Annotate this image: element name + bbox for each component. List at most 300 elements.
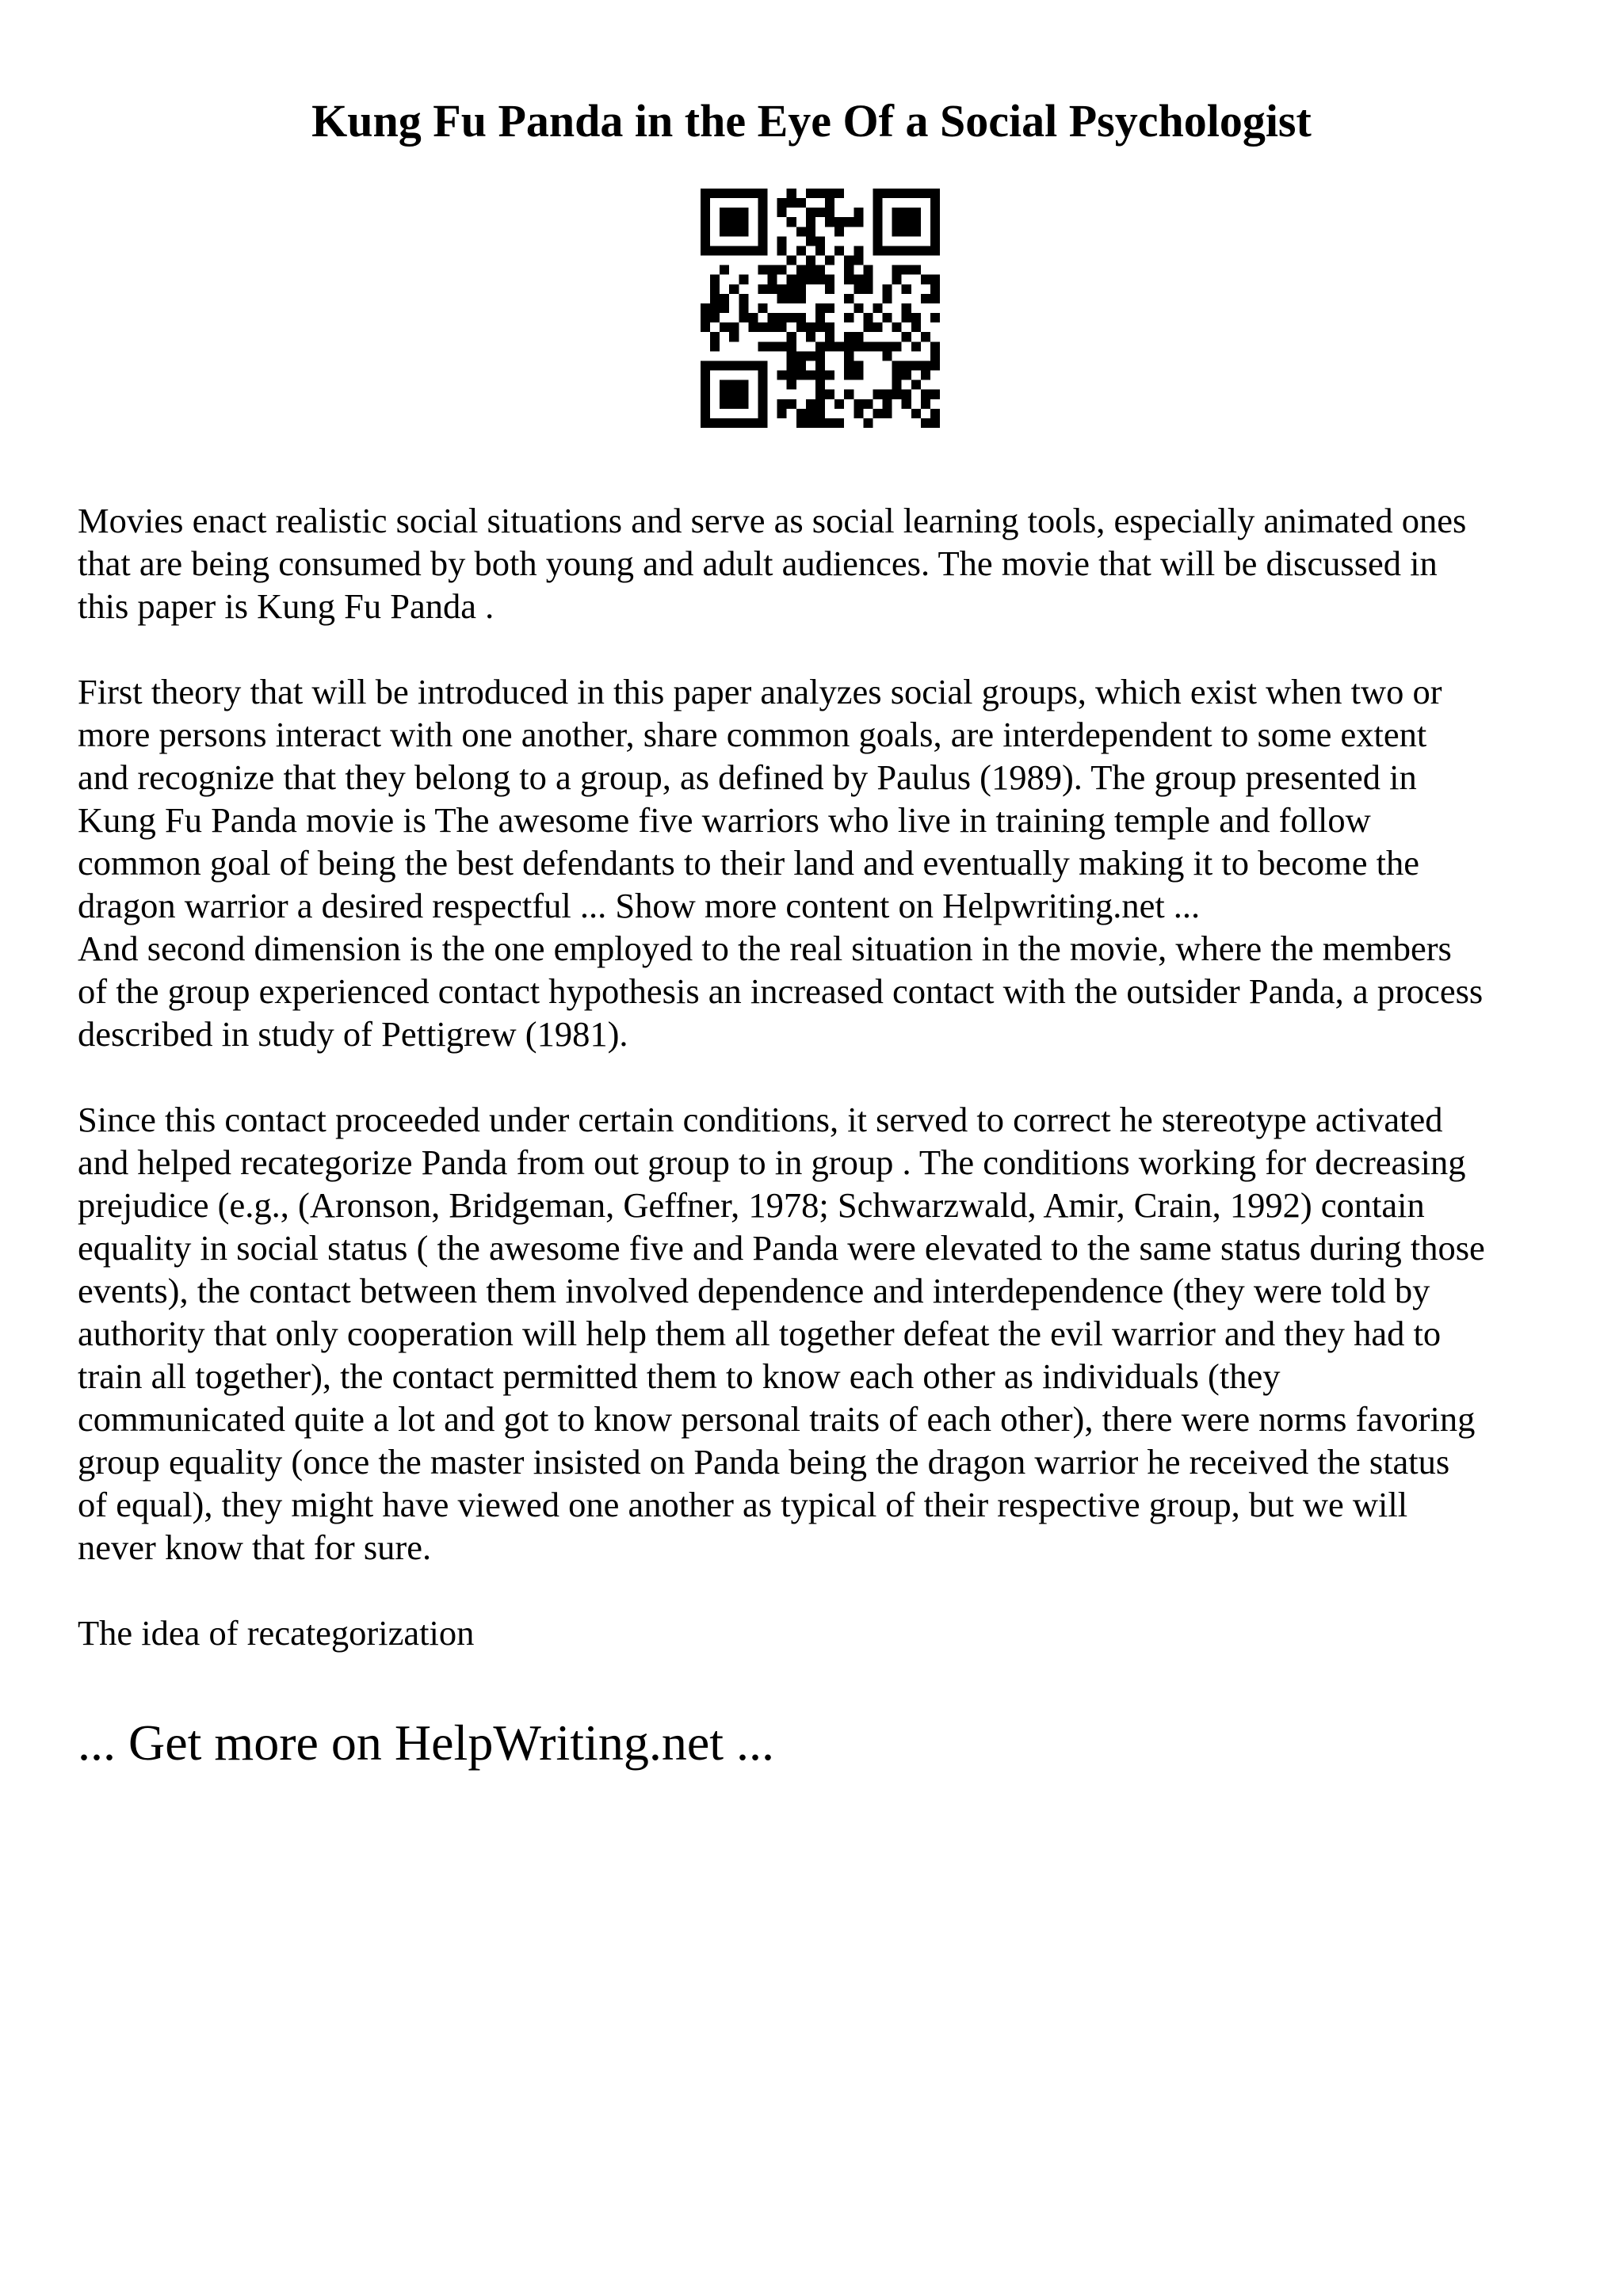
qr-module: [930, 409, 940, 418]
qr-module: [701, 236, 710, 246]
qr-module: [863, 284, 873, 294]
qr-module: [729, 390, 739, 399]
qr-module: [921, 246, 930, 255]
qr-module: [739, 208, 748, 217]
qr-module: [825, 371, 834, 380]
qr-module: [748, 322, 758, 332]
qr-module: [892, 265, 902, 275]
qr-module: [787, 217, 796, 227]
qr-module: [844, 360, 854, 370]
qr-module: [873, 208, 882, 217]
qr-module: [729, 189, 739, 198]
qr-module: [739, 275, 748, 284]
qr-module: [758, 227, 767, 236]
qr-module: [854, 217, 863, 227]
qr-module: [834, 227, 844, 236]
paragraph-intro: Movies enact realistic social situations and serve as social learning tools, especially animated ones that are being consumed by both young and adult audiences. The movie that will be discussed in this paper is Kung Fu Panda .: [78, 501, 1467, 626]
qr-module: [701, 246, 710, 255]
qr-module: [777, 313, 787, 322]
qr-module: [806, 322, 815, 332]
qr-module: [902, 360, 911, 370]
qr-module: [720, 322, 729, 332]
qr-module: [883, 294, 892, 303]
qr-module: [873, 322, 882, 332]
qr-module: [787, 294, 796, 303]
qr-module: [710, 246, 720, 255]
qr-module: [873, 217, 882, 227]
qr-module: [834, 341, 844, 351]
qr-module: [777, 341, 787, 351]
qr-module: [854, 275, 863, 284]
get-more-link[interactable]: ... Get more on HelpWriting.net ...: [78, 1714, 774, 1771]
qr-module: [815, 246, 825, 255]
document-body: [78, 499, 1552, 1697]
qr-module: [902, 189, 911, 198]
qr-module: [911, 409, 921, 418]
qr-module: [720, 217, 729, 227]
qr-module: [825, 418, 834, 428]
qr-code-graphic: [701, 189, 940, 428]
qr-module: [844, 371, 854, 380]
qr-module: [834, 189, 844, 198]
qr-module: [720, 294, 729, 303]
qr-module: [796, 418, 806, 428]
qr-module: [720, 303, 729, 313]
qr-module: [930, 198, 940, 208]
qr-module: [701, 217, 710, 227]
qr-module: [701, 303, 710, 313]
qr-module: [892, 275, 902, 284]
qr-module: [921, 371, 930, 380]
qr-module: [748, 313, 758, 322]
qr-module: [758, 217, 767, 227]
qr-module: [739, 303, 748, 313]
qr-module: [892, 189, 902, 198]
qr-module: [777, 208, 787, 217]
qr-module: [806, 189, 815, 198]
qr-module: [796, 246, 806, 255]
qr-module: [911, 246, 921, 255]
qr-module: [758, 189, 767, 198]
qr-module: [902, 303, 911, 313]
qr-module: [777, 236, 787, 246]
qr-module: [911, 380, 921, 390]
qr-module: [796, 409, 806, 418]
qr-module: [930, 360, 940, 370]
qr-module: [902, 371, 911, 380]
qr-module: [873, 246, 882, 255]
qr-module: [930, 294, 940, 303]
qr-module: [844, 265, 854, 275]
qr-module: [701, 198, 710, 208]
qr-module: [787, 371, 796, 380]
qr-module: [710, 189, 720, 198]
qr-module: [834, 418, 844, 428]
qr-module: [911, 322, 921, 332]
qr-module: [883, 390, 892, 399]
paragraph-contact-conditions: Since this contact proceeded under certain conditions, it served to correct he stereotype activated and helped recategorize Panda from out group to in group . The conditions working for decreasing prejudice (e.g., (Aronson, Bridgeman, Geffner, 1978; Schwarzwald, Amir, Crain, 1992) contain equality in social status ( the awesome five and Panda were elevated to the same status during those events), the contact between them involved dependence and interdependence (they were told by authority that only cooperation will help them all together defeat the evil warrior and they had to train all together), the contact permitted them to know each other as individuals (they communicated quite a lot and got to know personal traits of each other), there were norms favoring group equality (once the master insisted on Panda being the dragon warrior he received the status of equal), they might have viewed one another as typical of their respective group, but we will never know that for sure.: [78, 1100, 1485, 1567]
qr-module: [863, 313, 873, 322]
qr-module: [720, 227, 729, 236]
qr-module: [883, 399, 892, 409]
qr-module: [863, 265, 873, 275]
qr-module: [930, 418, 940, 428]
qr-module: [720, 418, 729, 428]
qr-module: [729, 284, 739, 294]
qr-module: [883, 313, 892, 322]
qr-module: [710, 418, 720, 428]
qr-module: [701, 399, 710, 409]
qr-module: [834, 399, 844, 409]
qr-module: [815, 189, 825, 198]
qr-module: [787, 380, 796, 390]
qr-module: [787, 341, 796, 351]
qr-module: [892, 360, 902, 370]
qr-module: [921, 360, 930, 370]
qr-module: [710, 303, 720, 313]
qr-module: [787, 313, 796, 322]
qr-module: [748, 246, 758, 255]
qr-module: [815, 303, 825, 313]
qr-module: [758, 284, 767, 294]
qr-module: [758, 360, 767, 370]
qr-module: [873, 303, 882, 313]
qr-module: [921, 399, 930, 409]
qr-module: [710, 284, 720, 294]
qr-module: [768, 275, 777, 284]
qr-module: [806, 227, 815, 236]
qr-module: [768, 284, 777, 294]
qr-module: [892, 341, 902, 351]
qr-module: [796, 227, 806, 236]
qr-module: [777, 198, 787, 208]
qr-module: [710, 360, 720, 370]
qr-module: [911, 313, 921, 322]
qr-module: [748, 360, 758, 370]
qr-module: [806, 217, 815, 227]
qr-module: [892, 390, 902, 399]
qr-module: [720, 208, 729, 217]
qr-module: [930, 284, 940, 294]
qr-module: [892, 246, 902, 255]
qr-module: [701, 227, 710, 236]
qr-module: [883, 351, 892, 360]
qr-module: [815, 371, 825, 380]
qr-module: [892, 217, 902, 227]
qr-module: [854, 208, 863, 217]
qr-module: [883, 409, 892, 418]
qr-module: [902, 332, 911, 341]
qr-module: [902, 399, 911, 409]
qr-module: [873, 236, 882, 246]
qr-module: [758, 390, 767, 399]
qr-module: [921, 294, 930, 303]
qr-module: [863, 275, 873, 284]
qr-module: [902, 390, 911, 399]
qr-module: [806, 265, 815, 275]
qr-module: [739, 399, 748, 409]
qr-module: [739, 418, 748, 428]
qr-module: [777, 371, 787, 380]
qr-module: [815, 390, 825, 399]
qr-module: [873, 409, 882, 418]
qr-module: [710, 294, 720, 303]
qr-module: [758, 399, 767, 409]
qr-module: [806, 208, 815, 217]
qr-module: [825, 303, 834, 313]
paragraph-recategorization: The idea of recategorization: [78, 1613, 475, 1653]
qr-module: [825, 275, 834, 284]
qr-module: [701, 313, 710, 322]
qr-module: [902, 246, 911, 255]
qr-module: [796, 351, 806, 360]
qr-module: [777, 246, 787, 255]
qr-module: [930, 227, 940, 236]
qr-module: [815, 313, 825, 322]
qr-module: [873, 341, 882, 351]
qr-module: [739, 246, 748, 255]
paragraph-social-groups: First theory that will be introduced in this paper analyzes social groups, which exist when two or more persons interact with one another, share common goals, are interdependent to some extent and recognize that they belong to a group, as defined by Paulus (1989). The group presented in Kung Fu Panda movie is The awesome five warriors who live in training temple and follow common goal of being the best defendants to their land and eventually making it to become the dragon warrior a desired respectful ... Show more content on Helpwriting.net ...: [78, 672, 1442, 925]
qr-module: [777, 284, 787, 294]
qr-module: [930, 275, 940, 284]
qr-module: [806, 409, 815, 418]
qr-module: [787, 198, 796, 208]
qr-module: [768, 341, 777, 351]
qr-module: [854, 341, 863, 351]
qr-module: [796, 198, 806, 208]
qr-module: [930, 351, 940, 360]
qr-module: [873, 227, 882, 236]
qr-module: [844, 390, 854, 399]
qr-module: [729, 246, 739, 255]
qr-module: [787, 256, 796, 265]
qr-module: [720, 399, 729, 409]
qr-module: [815, 380, 825, 390]
qr-module: [844, 217, 854, 227]
qr-module: [911, 360, 921, 370]
qr-module: [873, 189, 882, 198]
qr-module: [930, 246, 940, 255]
qr-module: [854, 371, 863, 380]
qr-module: [854, 246, 863, 255]
qr-module: [844, 294, 854, 303]
qr-module: [796, 322, 806, 332]
qr-module: [825, 341, 834, 351]
qr-module: [883, 341, 892, 351]
qr-module: [739, 313, 748, 322]
qr-module: [787, 189, 796, 198]
qr-module: [729, 360, 739, 370]
qr-module: [815, 208, 825, 217]
qr-module: [758, 341, 767, 351]
qr-module: [739, 217, 748, 227]
qr-module: [921, 332, 930, 341]
qr-module: [720, 265, 729, 275]
qr-module: [758, 265, 767, 275]
qr-module: [787, 360, 796, 370]
qr-module: [777, 265, 787, 275]
qr-module: [806, 256, 815, 265]
qr-module: [739, 390, 748, 399]
qr-module: [768, 313, 777, 322]
qr-module: [787, 399, 796, 409]
qr-module: [758, 246, 767, 255]
qr-module: [768, 322, 777, 332]
qr-module: [729, 227, 739, 236]
qr-module: [854, 284, 863, 294]
qr-module: [921, 189, 930, 198]
qr-module: [758, 380, 767, 390]
qr-module: [701, 360, 710, 370]
qr-module: [796, 275, 806, 284]
qr-module: [911, 265, 921, 275]
qr-module: [758, 198, 767, 208]
qr-module: [815, 409, 825, 418]
qr-module: [930, 313, 940, 322]
qr-module: [701, 322, 710, 332]
qr-module: [815, 275, 825, 284]
qr-module: [883, 189, 892, 198]
qr-module: [701, 189, 710, 198]
qr-module: [825, 390, 834, 399]
qr-module: [739, 227, 748, 236]
qr-module: [883, 284, 892, 294]
qr-module: [825, 217, 834, 227]
qr-module: [777, 409, 787, 418]
qr-module: [930, 341, 940, 351]
qr-module: [892, 371, 902, 380]
qr-module: [825, 189, 834, 198]
qr-module: [815, 399, 825, 409]
qr-module: [758, 303, 767, 313]
qr-module: [854, 399, 863, 409]
qr-module: [854, 360, 863, 370]
qr-module: [815, 418, 825, 428]
qr-module: [854, 409, 863, 418]
qr-module: [825, 284, 834, 294]
qr-module: [701, 409, 710, 418]
qr-module: [930, 390, 940, 399]
qr-module: [739, 360, 748, 370]
qr-module: [701, 418, 710, 428]
qr-module: [710, 341, 720, 351]
qr-module: [787, 351, 796, 360]
qr-module: [710, 275, 720, 284]
qr-module: [720, 360, 729, 370]
qr-module: [815, 360, 825, 370]
qr-module: [720, 189, 729, 198]
qr-module: [825, 332, 834, 341]
qr-module: [720, 246, 729, 255]
qr-module: [930, 189, 940, 198]
qr-module: [854, 256, 863, 265]
qr-module: [892, 322, 902, 332]
qr-module: [844, 332, 854, 341]
qr-module: [815, 341, 825, 351]
qr-module: [777, 294, 787, 303]
qr-module: [911, 217, 921, 227]
qr-module: [825, 198, 834, 208]
qr-module: [806, 275, 815, 284]
qr-module: [796, 294, 806, 303]
qr-module: [729, 399, 739, 409]
qr-module: [863, 341, 873, 351]
qr-module: [863, 322, 873, 332]
qr-module: [892, 227, 902, 236]
qr-module: [758, 236, 767, 246]
qr-module: [796, 360, 806, 370]
qr-module: [739, 189, 748, 198]
qr-module: [834, 246, 844, 255]
qr-module: [806, 332, 815, 341]
qr-module: [806, 418, 815, 428]
document-title: Kung Fu Panda in the Eye Of a Social Psychologist: [311, 95, 1312, 147]
qr-module: [701, 371, 710, 380]
qr-module: [863, 418, 873, 428]
qr-module: [796, 265, 806, 275]
qr-module: [758, 208, 767, 217]
qr-module: [902, 284, 911, 294]
qr-module: [863, 399, 873, 409]
qr-module: [815, 265, 825, 275]
qr-module: [806, 371, 815, 380]
qr-module: [844, 351, 854, 360]
qr-module: [902, 217, 911, 227]
qr-module: [758, 322, 767, 332]
qr-module: [854, 303, 863, 313]
qr-module: [787, 332, 796, 341]
qr-module: [844, 256, 854, 265]
qr-module: [825, 322, 834, 332]
qr-module: [701, 380, 710, 390]
qr-module: [806, 399, 815, 409]
qr-module: [729, 332, 739, 341]
qr-module: [873, 390, 882, 399]
qr-module: [720, 380, 729, 390]
qr-module: [729, 380, 739, 390]
qr-module: [758, 409, 767, 418]
qr-module: [844, 275, 854, 284]
qr-module: [854, 332, 863, 341]
qr-module: [729, 217, 739, 227]
qr-module: [729, 418, 739, 428]
qr-module: [834, 217, 844, 227]
qr-module: [921, 390, 930, 399]
qr-module: [930, 217, 940, 227]
qr-module: [787, 284, 796, 294]
qr-module: [911, 227, 921, 236]
qr-module: [815, 322, 825, 332]
qr-module: [701, 390, 710, 399]
qr-module: [883, 246, 892, 255]
qr-module: [825, 208, 834, 217]
qr-module: [758, 371, 767, 380]
qr-module: [930, 236, 940, 246]
qr-module: [902, 208, 911, 217]
qr-module: [911, 341, 921, 351]
qr-module: [777, 322, 787, 332]
qr-module: [710, 313, 720, 322]
qr-module: [729, 322, 739, 332]
qr-module: [844, 341, 854, 351]
qr-module: [815, 351, 825, 360]
qr-module: [701, 208, 710, 217]
qr-module: [902, 227, 911, 236]
qr-module: [873, 198, 882, 208]
qr-code-icon[interactable]: [701, 189, 940, 428]
qr-module: [787, 275, 796, 284]
qr-module: [806, 351, 815, 360]
